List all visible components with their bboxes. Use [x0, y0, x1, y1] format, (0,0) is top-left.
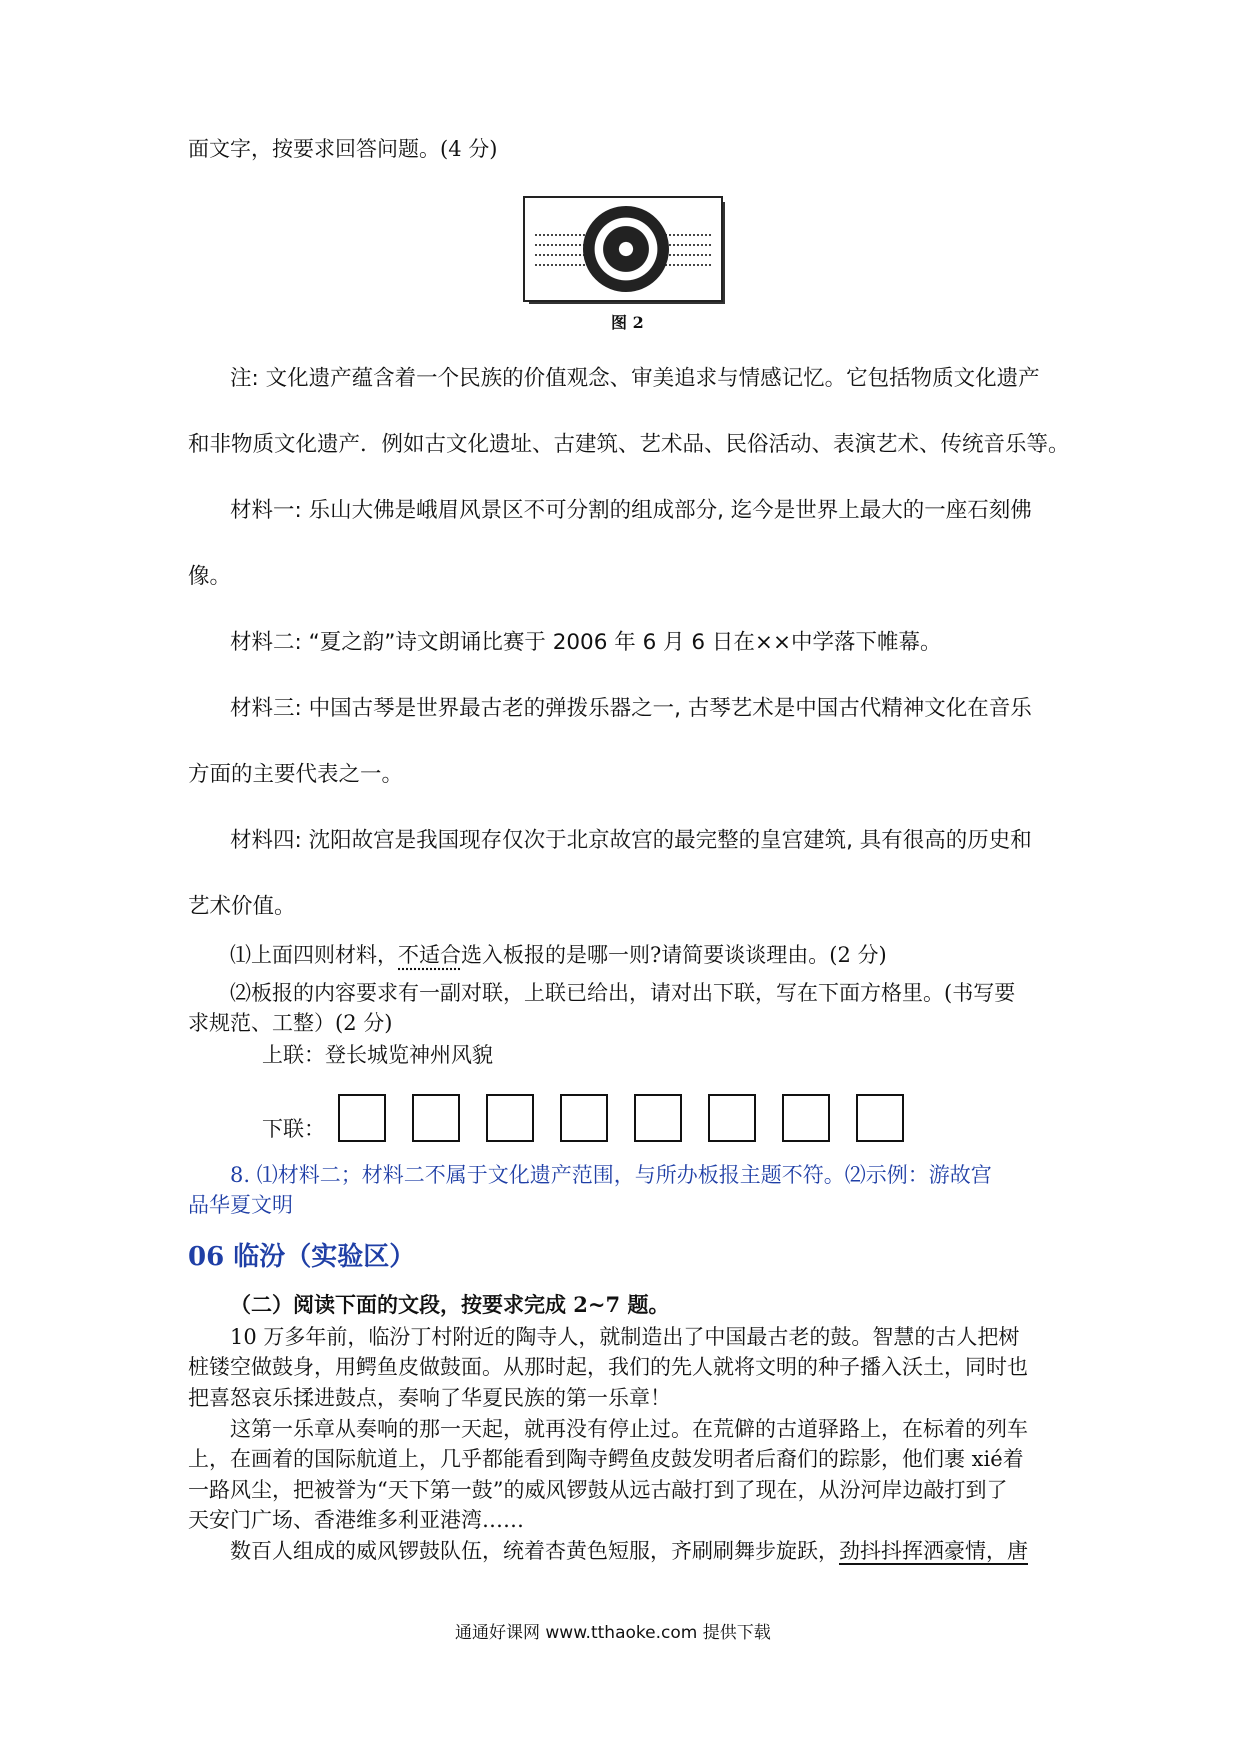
passage-title: （二）阅读下面的文段，按要求完成 2~7 题。 — [230, 1292, 670, 1317]
question-2-line-2: 求规范、工整）(2 分) — [188, 1011, 393, 1035]
material-3-line-2: 方面的主要代表之一。 — [188, 762, 404, 787]
material-1-line-1: 材料一: 乐山大佛是峨眉风景区不可分割的组成部分, 迄今是世界上最大的一座石刻佛 — [230, 498, 1032, 523]
page-footer: 通通好课网 www.tthaoke.com 提供下载 — [455, 1623, 771, 1643]
question-2-line-1: ⑵板报的内容要求有一副对联，上联已给出，请对出下联，写在下面方格里。(书写要 — [230, 981, 1016, 1005]
intro-line: 面文字，按要求回答问题。(4 分) — [188, 137, 498, 161]
question-1-pre: ⑴上面四则材料， — [230, 943, 398, 967]
heritage-seal-icon — [583, 206, 669, 292]
passage-line-8-pre: 数百人组成的威风锣鼓队伍，统着杏黄色短服，齐刷刷舞步旋跃， — [230, 1539, 839, 1563]
material-2-line-1: 材料二: “夏之韵”诗文朗诵比赛于 2006 年 6 月 6 日在××中学落下帷幕。 — [230, 630, 942, 655]
answer-box-6[interactable] — [708, 1094, 756, 1142]
question-1-emphasis: 不适合 — [398, 943, 461, 967]
material-4-line-1: 材料四: 沈阳故宫是我国现存仅次于北京故宫的最完整的皇宫建筑, 具有很高的历史和 — [230, 828, 1032, 853]
answer-line-1: 8. ⑴材料二；材料二不属于文化遗产范围，与所办板报主题不符。⑵示例：游故宫 — [230, 1163, 992, 1187]
section-heading: 06 临汾（实验区） — [188, 1242, 416, 1272]
figure-2 — [523, 196, 728, 332]
passage-line-4: 这第一乐章从奏响的那一天起，就再没有停止过。在荒僻的古道驿路上，在标着的列车 — [230, 1417, 1028, 1441]
answer-box-4[interactable] — [560, 1094, 608, 1142]
passage-line-3: 把喜怒哀乐揉进鼓点，奏响了华夏民族的第一乐章！ — [188, 1386, 671, 1410]
passage-line-2: 桩镂空做鼓身，用鳄鱼皮做鼓面。从那时起，我们的先人就将文明的种子播入沃土，同时也 — [188, 1355, 1028, 1379]
note-line-2: 和非物质文化遗产．例如古文化遗址、古建筑、艺术品、民俗活动、表演艺术、传统音乐等。 — [188, 432, 1070, 457]
passage-line-6: 一路风尘，把被誉为“天下第一鼓”的威风锣鼓从远古敲打到了现在，从汾河岸边敲打到了 — [188, 1478, 1008, 1502]
heritage-card — [523, 196, 723, 302]
passage-line-8 — [230, 1536, 1028, 1566]
material-1-line-2: 像。 — [188, 564, 232, 589]
answer-box-3[interactable] — [486, 1094, 534, 1142]
answer-box-7[interactable] — [782, 1094, 830, 1142]
note-line-1: 注: 文化遗产蕴含着一个民族的价值观念、审美追求与情感记忆。它包括物质文化遗产 — [230, 366, 1040, 391]
question-1-post: 选入板报的是哪一则?请简要谈谈理由。(2 分) — [461, 943, 887, 967]
answer-box-1[interactable] — [338, 1094, 386, 1142]
answer-box-2[interactable] — [412, 1094, 460, 1142]
passage-line-5: 上，在画着的国际航道上，几乎都能看到陶寺鳄鱼皮鼓发明者后裔们的踪影，他们裹 xié着 — [188, 1447, 1024, 1471]
answer-line-2: 品华夏文明 — [188, 1193, 293, 1217]
figure-caption: 图 2 — [611, 313, 644, 332]
upper-couplet: 上联：登长城览神州风貌 — [262, 1043, 493, 1067]
question-1 — [230, 940, 887, 970]
passage-line-1: 10 万多年前，临汾丁村附近的陶寺人，就制造出了中国最古老的鼓。智慧的古人把树 — [230, 1325, 1020, 1349]
passage-underlined-phrase: 劲抖抖挥洒豪情，唐 — [839, 1539, 1028, 1563]
lower-couplet-label: 下联： — [262, 1117, 325, 1141]
answer-box-8[interactable] — [856, 1094, 904, 1142]
answer-box-5[interactable] — [634, 1094, 682, 1142]
material-3-line-1: 材料三: 中国古琴是世界最古老的弹拨乐器之一, 古琴艺术是中国古代精神文化在音乐 — [230, 696, 1032, 721]
material-4-line-2: 艺术价值。 — [188, 894, 296, 919]
passage-line-7: 天安门广场、香港维多利亚港湾…… — [188, 1508, 524, 1532]
